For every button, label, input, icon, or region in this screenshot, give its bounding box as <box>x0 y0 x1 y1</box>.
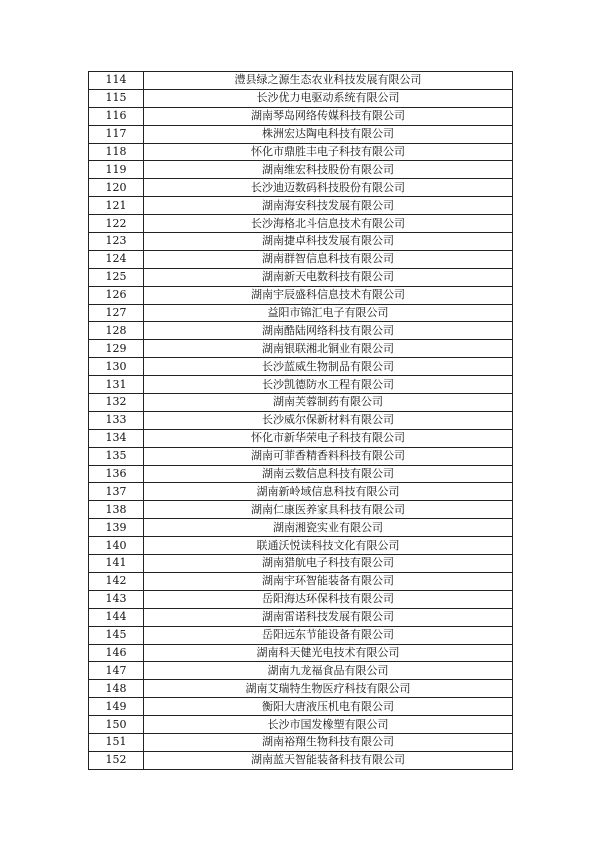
company-name: 湖南裕翔生物科技有限公司 <box>144 733 513 751</box>
table-row <box>89 626 513 644</box>
row-number: 120 <box>89 179 144 197</box>
table-row <box>89 608 513 626</box>
row-number: 122 <box>89 215 144 233</box>
table-row <box>89 716 513 734</box>
table-row <box>89 394 513 412</box>
company-name: 湖南银联湘北铜业有限公司 <box>144 340 513 358</box>
company-name: 长沙市国发橡塑有限公司 <box>144 716 513 734</box>
row-number: 133 <box>89 411 144 429</box>
company-name: 湖南群智信息科技有限公司 <box>144 250 513 268</box>
row-number: 139 <box>89 519 144 537</box>
company-name: 湖南艾瑞特生物医疗科技有限公司 <box>144 680 513 698</box>
row-number: 135 <box>89 447 144 465</box>
row-number: 141 <box>89 555 144 573</box>
table-row <box>89 197 513 215</box>
row-number: 142 <box>89 572 144 590</box>
company-name: 长沙优力电驱动系统有限公司 <box>144 89 513 107</box>
company-name: 湖南新岭域信息科技有限公司 <box>144 483 513 501</box>
row-number: 126 <box>89 286 144 304</box>
company-name: 湖南猎航电子科技有限公司 <box>144 555 513 573</box>
company-name: 湖南海安科技发展有限公司 <box>144 197 513 215</box>
company-name: 湖南维宏科技股份有限公司 <box>144 161 513 179</box>
row-number: 146 <box>89 644 144 662</box>
row-number: 145 <box>89 626 144 644</box>
company-name: 湖南宇辰盛科信息技术有限公司 <box>144 286 513 304</box>
row-number: 131 <box>89 376 144 394</box>
row-number: 117 <box>89 125 144 143</box>
row-number: 152 <box>89 751 144 769</box>
table-row <box>89 340 513 358</box>
company-name: 湖南新天电数科技有限公司 <box>144 268 513 286</box>
company-name: 湖南捷卓科技发展有限公司 <box>144 233 513 251</box>
company-name: 湖南可菲香精香料科技有限公司 <box>144 447 513 465</box>
table-row <box>89 143 513 161</box>
company-name: 长沙迪迈数码科技股份有限公司 <box>144 179 513 197</box>
company-list-table <box>88 71 513 770</box>
company-name: 长沙凯德防水工程有限公司 <box>144 376 513 394</box>
row-number: 140 <box>89 537 144 555</box>
table-row <box>89 250 513 268</box>
table-row <box>89 572 513 590</box>
table-row <box>89 304 513 322</box>
row-number: 148 <box>89 680 144 698</box>
table-row <box>89 358 513 376</box>
company-name: 联通沃悦读科技文化有限公司 <box>144 537 513 555</box>
table-row <box>89 644 513 662</box>
table-row <box>89 179 513 197</box>
table-row <box>89 286 513 304</box>
row-number: 151 <box>89 733 144 751</box>
row-number: 129 <box>89 340 144 358</box>
table-row <box>89 322 513 340</box>
row-number: 119 <box>89 161 144 179</box>
row-number: 127 <box>89 304 144 322</box>
company-name: 湖南酷陆网络科技有限公司 <box>144 322 513 340</box>
row-number: 138 <box>89 501 144 519</box>
table-row <box>89 698 513 716</box>
company-name: 岳阳远东节能设备有限公司 <box>144 626 513 644</box>
row-number: 125 <box>89 268 144 286</box>
row-number: 118 <box>89 143 144 161</box>
table-row <box>89 411 513 429</box>
table-row <box>89 125 513 143</box>
company-name: 株洲宏达陶电科技有限公司 <box>144 125 513 143</box>
table-row <box>89 107 513 125</box>
row-number: 149 <box>89 698 144 716</box>
table-row <box>89 519 513 537</box>
row-number: 143 <box>89 590 144 608</box>
table-row <box>89 483 513 501</box>
company-name: 长沙海格北斗信息技术有限公司 <box>144 215 513 233</box>
row-number: 136 <box>89 465 144 483</box>
table-row <box>89 447 513 465</box>
table-row <box>89 590 513 608</box>
company-name: 怀化市鼎胜丰电子科技有限公司 <box>144 143 513 161</box>
company-name: 怀化市新华荣电子科技有限公司 <box>144 429 513 447</box>
company-name: 湖南湘瓷实业有限公司 <box>144 519 513 537</box>
company-name: 湖南九龙福食品有限公司 <box>144 662 513 680</box>
table-row <box>89 429 513 447</box>
table-row <box>89 662 513 680</box>
company-name: 长沙蓝威生物制品有限公司 <box>144 358 513 376</box>
company-name: 湖南云数信息科技有限公司 <box>144 465 513 483</box>
company-name: 湖南芙蓉制药有限公司 <box>144 394 513 412</box>
table-row <box>89 501 513 519</box>
row-number: 124 <box>89 250 144 268</box>
row-number: 130 <box>89 358 144 376</box>
row-number: 144 <box>89 608 144 626</box>
table-row <box>89 555 513 573</box>
row-number: 128 <box>89 322 144 340</box>
table-row <box>89 751 513 769</box>
row-number: 150 <box>89 716 144 734</box>
company-name: 湖南蓝天智能装备科技有限公司 <box>144 751 513 769</box>
company-name: 益阳市锦汇电子有限公司 <box>144 304 513 322</box>
table-row <box>89 89 513 107</box>
row-number: 114 <box>89 72 144 90</box>
table-row <box>89 268 513 286</box>
company-name: 湖南雷诺科技发展有限公司 <box>144 608 513 626</box>
row-number: 134 <box>89 429 144 447</box>
table-row <box>89 376 513 394</box>
table-row <box>89 233 513 251</box>
row-number: 132 <box>89 394 144 412</box>
company-name: 湖南科天健光电技术有限公司 <box>144 644 513 662</box>
table-row <box>89 537 513 555</box>
table-row <box>89 680 513 698</box>
table-row <box>89 215 513 233</box>
row-number: 121 <box>89 197 144 215</box>
row-number: 116 <box>89 107 144 125</box>
row-number: 137 <box>89 483 144 501</box>
table-row <box>89 465 513 483</box>
company-name: 湖南仁康医养家具科技有限公司 <box>144 501 513 519</box>
row-number: 123 <box>89 233 144 251</box>
company-name: 长沙威尔保新材料有限公司 <box>144 411 513 429</box>
company-name: 澧县绿之源生态农业科技发展有限公司 <box>144 72 513 90</box>
table-body <box>89 72 513 770</box>
company-name: 岳阳海达环保科技有限公司 <box>144 590 513 608</box>
row-number: 147 <box>89 662 144 680</box>
table-row <box>89 733 513 751</box>
row-number: 115 <box>89 89 144 107</box>
company-name: 衡阳大唐液压机电有限公司 <box>144 698 513 716</box>
company-name: 湖南琴岛网络传媒科技有限公司 <box>144 107 513 125</box>
table-row <box>89 72 513 90</box>
company-name: 湖南宇环智能装备有限公司 <box>144 572 513 590</box>
table-row <box>89 161 513 179</box>
